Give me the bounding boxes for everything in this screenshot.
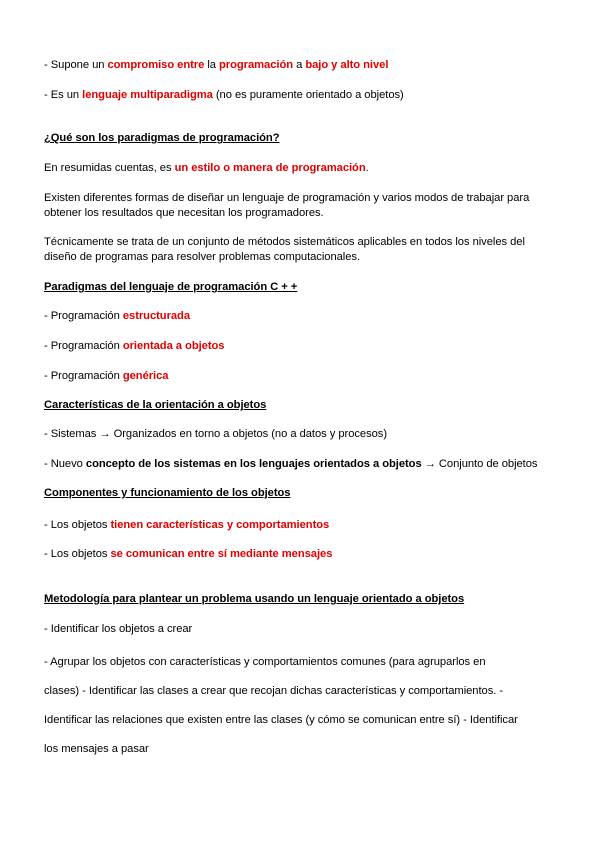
text: - Programación: [44, 340, 123, 352]
highlight-text: lenguaje multiparadigma: [82, 89, 213, 101]
bold-text: concepto de los sistemas en los lenguajes orientados a objetos: [85, 458, 422, 470]
text: - Programación: [44, 370, 123, 382]
text: → Conjunto de objetos: [421, 458, 538, 470]
text: - Supone un: [44, 59, 108, 71]
bullet-objects-messages: [44, 547, 564, 562]
highlight-text: bajo y alto nivel: [305, 59, 389, 71]
heading-paradigms-question: ¿Qué son los paradigmas de programación?: [44, 132, 280, 144]
highlight-text: se comunican entre sí mediante mensajes: [110, 548, 333, 560]
highlight-text: genérica: [122, 370, 169, 382]
paradigm-summary: [44, 161, 564, 176]
step-identify-objects: - Identificar los objetos a crear: [44, 623, 193, 635]
bullet-new-concept: [44, 457, 564, 472]
text: .: [365, 162, 369, 174]
paragraph-forms: Existen diferentes formas de diseñar un lenguaje de programación y varios modos de trabajar para obtener los resultados que necesitan los programadores.: [44, 192, 530, 219]
text: - Es un: [44, 89, 83, 101]
text: la: [204, 59, 220, 71]
highlight-text: estructurada: [122, 310, 191, 322]
bullet-cpp-compromise: [44, 58, 564, 73]
highlight-text: programación: [219, 59, 294, 71]
text: - Los objetos: [44, 548, 111, 560]
step-identify-classes: clases) - Identificar las clases a crear que recojan dichas características y comportamientos. -: [44, 685, 504, 697]
heading-oo-characteristics: Características de la orientación a objetos: [44, 399, 267, 411]
bullet-generic: [44, 369, 564, 384]
step-messages: los mensajes a pasar: [44, 743, 149, 755]
step-identify-relations: Identificar las relaciones que existen entre las clases (y cómo se comunican entre sí) - Identificar: [44, 714, 518, 726]
paragraph-technical: Técnicamente se trata de un conjunto de métodos sistemáticos aplicables en todos los niveles del diseño de programas para resolver problemas computacionales.: [44, 236, 525, 263]
highlight-text: tienen características y comportamientos: [110, 519, 330, 531]
text: - Nuevo: [44, 458, 86, 470]
heading-object-components: Componentes y funcionamiento de los objetos: [44, 487, 291, 499]
bullet-object-oriented: [44, 339, 564, 354]
bullet-objects-characteristics: [44, 518, 564, 533]
bullet-multiparadigm: [44, 88, 564, 103]
highlight-text: un estilo o manera de programación: [174, 162, 366, 174]
text: - Los objetos: [44, 519, 111, 531]
highlight-text: orientada a objetos: [122, 340, 225, 352]
text: - Programación: [44, 310, 123, 322]
heading-cpp-paradigms: Paradigmas del lenguaje de programación C + +: [44, 281, 298, 293]
text: (no es puramente orientado a objetos): [212, 89, 404, 101]
bullet-structured: [44, 309, 564, 324]
heading-methodology: Metodología para plantear un problema usando un lenguaje orientado a objetos: [44, 593, 465, 605]
text: a: [293, 59, 306, 71]
text: En resumidas cuentas, es: [44, 162, 175, 174]
step-group-objects: - Agrupar los objetos con características y comportamientos comunes (para agruparlos en: [44, 656, 486, 668]
bullet-systems: - Sistemas → Organizados en torno a objetos (no a datos y procesos): [44, 428, 388, 440]
highlight-text: compromiso entre: [107, 59, 205, 71]
